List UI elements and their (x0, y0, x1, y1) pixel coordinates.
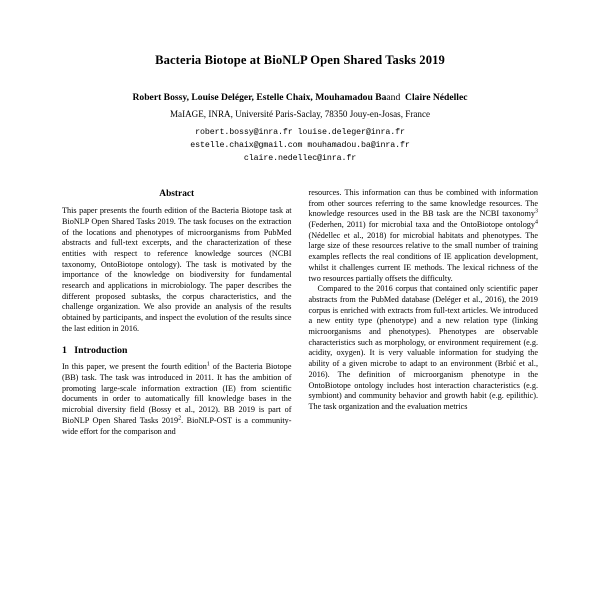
footnote-marker-3: 3 (535, 208, 538, 215)
right-text-c: (Nédellec et al., 2018) for microbial habitats and phenotypes. The large size of these resources relative to the small number of training examples reflects the real conditions of IE application development, whilst it challenges current IE methods. The lexical richness of the two resources partially offsets the difficulty. (308, 230, 538, 283)
email-line-1: robert.bossy@inra.fr louise.deleger@inra.fr (195, 127, 405, 137)
body-columns (62, 188, 538, 437)
footnote-marker-2: 2 (178, 415, 182, 422)
email-line-2: estelle.chaix@gmail.com mouhamadou.ba@inra.fr (190, 141, 410, 150)
right-text-a: resources. This information can thus be combined with information from other sources referring to the same knowledge resources. The knowledge resources used in the BB task are the NCBI taxonomy (308, 187, 538, 219)
right-paragraph-2: Compared to the 2016 corpus that contained only scientific paper abstracts from the PubMed database (Deléger et al., 2016), the 2019 corpus is enriched with extracts from full-text articles. We introduced a new entity type (phenotype) and a new relation type (linking microorganisms and phenotypes). Phenotypes are observable characteristics such as morphology, or environment requirement (e.g. acidity, oxygen). It is very valuable information for studying the ability of a given microbe to adapt to an environment (Brbić et al., 2016). The definition of microorganism phenotype in the OntoBiotope ontology includes host interaction characteristics (e.g. symbiont) and community behavior and growth habit (e.g. epilithic). The task organization and the evaluation metrics (308, 284, 538, 411)
email-line-3: claire.nedellec@inra.fr (243, 154, 357, 164)
section-number: 1 (62, 344, 67, 356)
authors-main: Robert Bossy, Louise Deléger, Estelle Chaix, Mouhamadou Ba (132, 92, 387, 104)
abstract-text: This paper presents the fourth edition of the Bacteria Biotope task at BioNLP Open Shared Tasks 2019. The task focuses on the extraction of the locations and phenotypes of microorganisms from PubMed abstracts and full-text excerpts, and the characterization of these entities with respect to reference knowledge sources (NCBI taxonomy, OntoBiotope ontology). The task is motivated by the importance of the knowledge on biodiversity for fundamental research and applications in microbiology. The paper describes the different proposed subtasks, the corpus characteristics, and the challenge organization. We also provide an analysis of the results obtained by participants, and inspect the evolution of the results since the last edition in 2016. (62, 206, 292, 333)
author-list (62, 92, 538, 105)
right-text-b: (Federhen, 2011) for microbial taxa and the OntoBiotope ontology (308, 219, 535, 229)
intro-text-b: of the Bacteria Biotope (BB) task. The task was introduced in 2011. It has the ambition of promoting large-scale information extraction (IE) from scientific documents in order to automatically fill knowledge bases in the microbial diversity field (Bossy et al., 2012). BB 2019 is part of BioNLP Open Shared Tasks 2019 (62, 362, 292, 425)
authors-last: Claire Nédellec (405, 92, 468, 104)
authors-separator: and (386, 92, 401, 104)
footnote-marker-1: 1 (206, 361, 210, 368)
intro-paragraph-1 (62, 362, 292, 437)
email-block (62, 126, 538, 166)
intro-text-c: . BioNLP-OST is a community-wide effort for the comparison and (62, 415, 292, 436)
right-column (309, 188, 539, 437)
abstract-heading: Abstract (159, 188, 195, 199)
page-title: Bacteria Biotope at BioNLP Open Shared Tasks 2019 (155, 53, 445, 67)
footnote-marker-4: 4 (535, 219, 538, 226)
left-column (62, 188, 292, 437)
section-title: Introduction (74, 344, 128, 356)
affiliation: MaIAGE, INRA, Université Paris-Saclay, 78350 Jouy-en-Josas, France (169, 109, 431, 120)
intro-text-a: In this paper, we present the fourth edition (62, 362, 207, 372)
section-heading-introduction (62, 345, 292, 358)
right-paragraph-1 (309, 188, 539, 284)
